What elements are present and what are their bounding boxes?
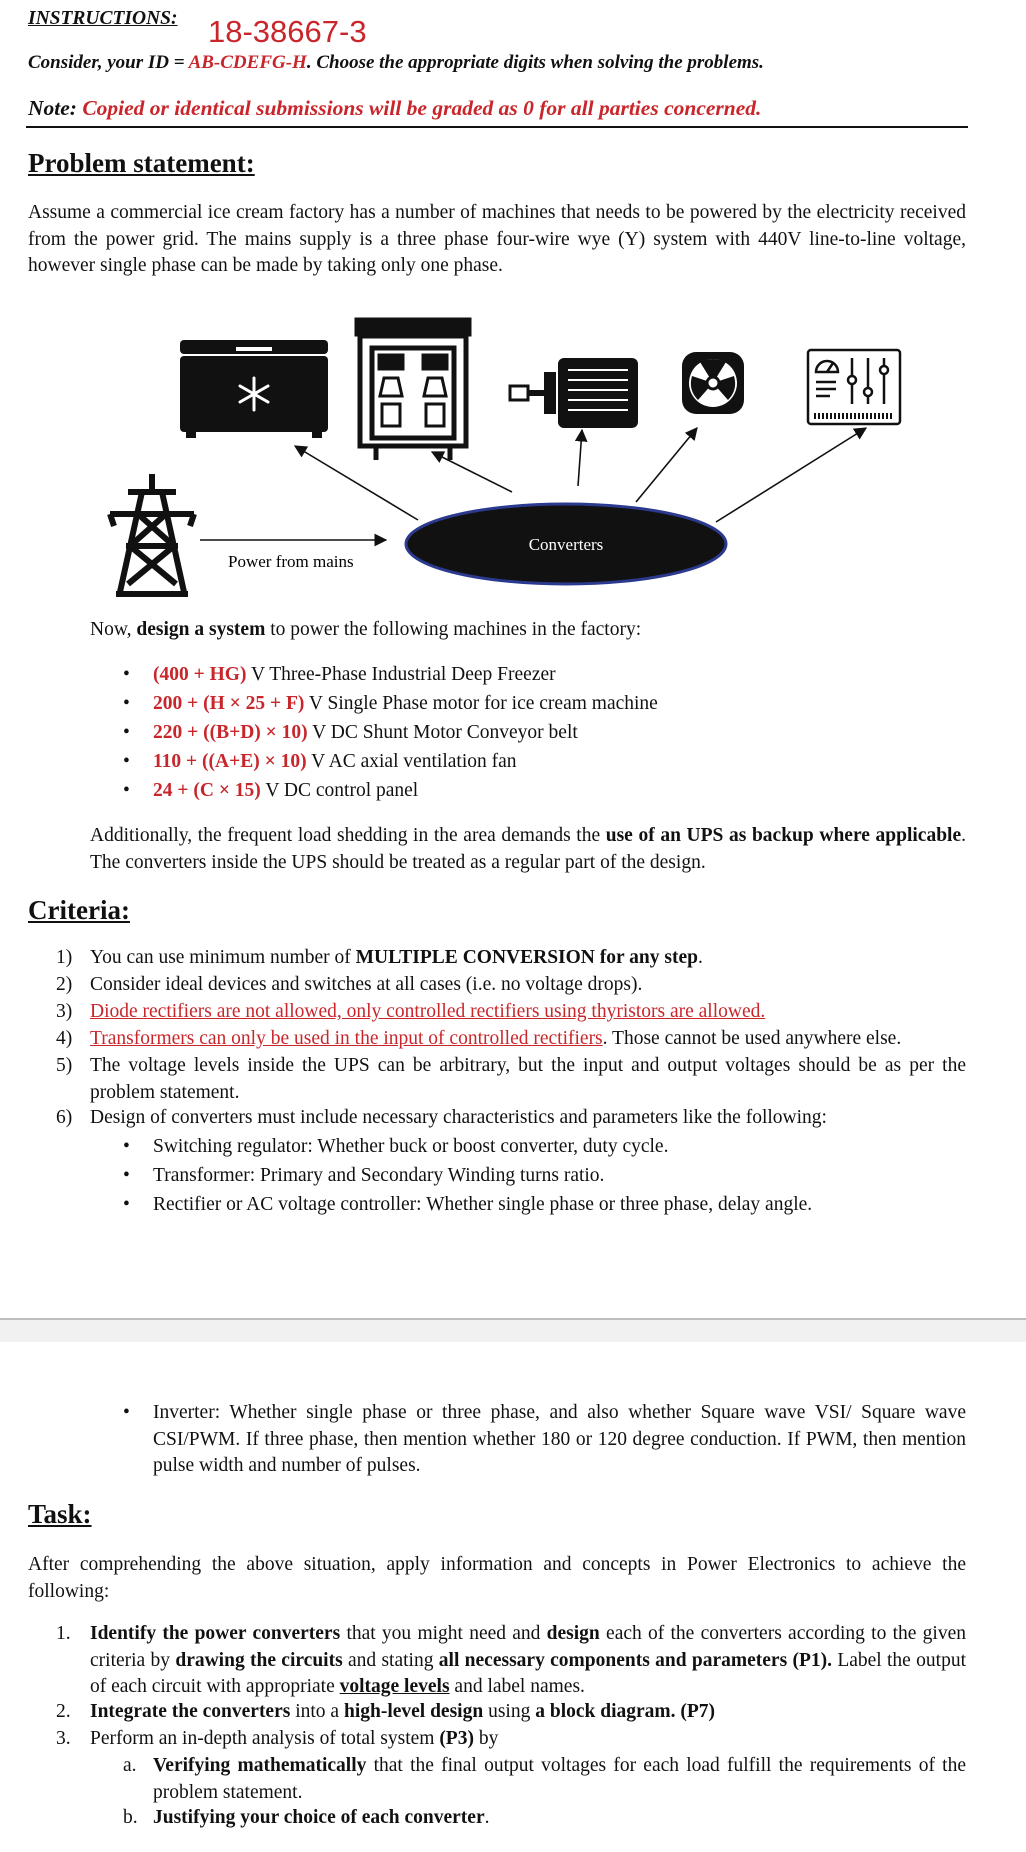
header-divider [26,126,968,128]
transmission-tower-icon [110,474,194,594]
load-item: • 200 + (H × 25 + F) V Single Phase motor for ice cream machine [153,693,658,715]
criteria-subitem: • Rectifier or AC voltage controller: Whether single phase or three phase, delay angle. [153,1194,812,1216]
criteria-subitem: • Transformer: Primary and Secondary Winding turns ratio. [153,1165,604,1187]
converters-label: Converters [528,535,604,554]
load-item: • 110 + ((A+E) × 10) V AC axial ventilation fan [153,751,517,773]
task-heading: Task: [28,1499,92,1529]
load-item: • (400 + HG) V Three-Phase Industrial Deep Freezer [153,664,556,686]
freezer-icon [180,340,328,438]
criteria-item: 4) Transformers can only be used in the input of controlled rectifiers. Those cannot be used anywhere else. [56,1028,902,1049]
mains-label: Power from mains [228,552,354,571]
page-2 [0,1342,1026,1852]
consider-line: Consider, your ID = AB-CDEFG-H. Choose the appropriate digits when solving the problems. [28,52,764,73]
student-id: 18-38667-3 [208,14,367,49]
note-line: Note: Copied or identical submissions will be graded as 0 for all parties concerned. [28,96,762,120]
task-subitem-b: b. Justifying your choice of each converter. [123,1807,490,1828]
task-item-2: 2. Integrate the converters into a high-level design using a block diagram. (P7) [56,1701,716,1722]
page-break [0,1318,1026,1344]
ice-cream-machine-icon [357,320,469,460]
task-subitem-a: a. Verifying mathematically that the final output voltages for each load fulfill the requirements of the problem statement. [123,1755,966,1803]
criteria-item: 3) Diode rectifiers are not allowed, only controlled rectifiers using thyristors are allowed. [56,1001,766,1022]
criteria-item: 5) The voltage levels inside the UPS can be arbitrary, but the input and output voltages should be as per the problem statement. [56,1055,966,1103]
instructions-label: INSTRUCTIONS: [28,8,178,29]
criteria-subitem: • Switching regulator: Whether buck or boost converter, duty cycle. [153,1136,668,1158]
task-item-3: 3. Perform an in-depth analysis of total system (P3) by [56,1728,499,1749]
id-template: AB-CDEFG-H [188,52,307,73]
load-item: • 24 + (C × 15) V DC control panel [153,780,418,802]
design-intro: Now, design a system to power the following machines in the factory: [90,619,642,640]
ups-paragraph: Additionally, the frequent load shedding in the area demands the use of an UPS as backup where applicable. The converters inside the UPS should be treated as a regular part of the design. [90,825,966,873]
problem-paragraph: Assume a commercial ice cream factory has a number of machines that needs to be powered by the electricity received from the power grid. The mains supply is a three phase four-wire wye (Y) system with 440V line-to-line voltage, however single phase can be made by taking only one phase. [28,202,966,276]
control-panel-icon [808,350,900,424]
criteria-item: 2) Consider ideal devices and switches at all cases (i.e. no voltage drops). [56,974,643,995]
task-intro: After comprehending the above situation, apply information and concepts in Power Electronics to achieve the following: [28,1554,966,1602]
system-diagram [0,300,1026,600]
criteria-item: 1) You can use minimum number of MULTIPLE CONVERSION for any step. [56,947,703,968]
motor-icon [510,358,638,428]
load-item: • 220 + ((B+D) × 10) V DC Shunt Motor Conveyor belt [153,722,578,744]
fan-icon [682,352,744,414]
problem-heading: Problem statement: [28,148,255,178]
criteria-item: 6) Design of converters must include necessary characteristics and parameters like the following: [56,1107,827,1128]
task-item-1: 1. Identify the power converters that you might need and design each of the converters according to the given criteria by drawing the circuits and stating all necessary components and parameters (P1). Label the output of each circuit with appropriate voltage levels and label names. [56,1623,966,1697]
criteria-heading: Criteria: [28,895,130,925]
criteria-subitem-inverter: • Inverter: Whether single phase or three phase, and also whether Square wave VSI/ Square wave CSI/PWM. If three phase, then mention whether 180 or 120 degree conduction. If PWM, then mention pulse width and number of pulses. [153,1400,966,1480]
note-text: Copied or identical submissions will be graded as 0 for all parties concerned. [82,96,762,120]
